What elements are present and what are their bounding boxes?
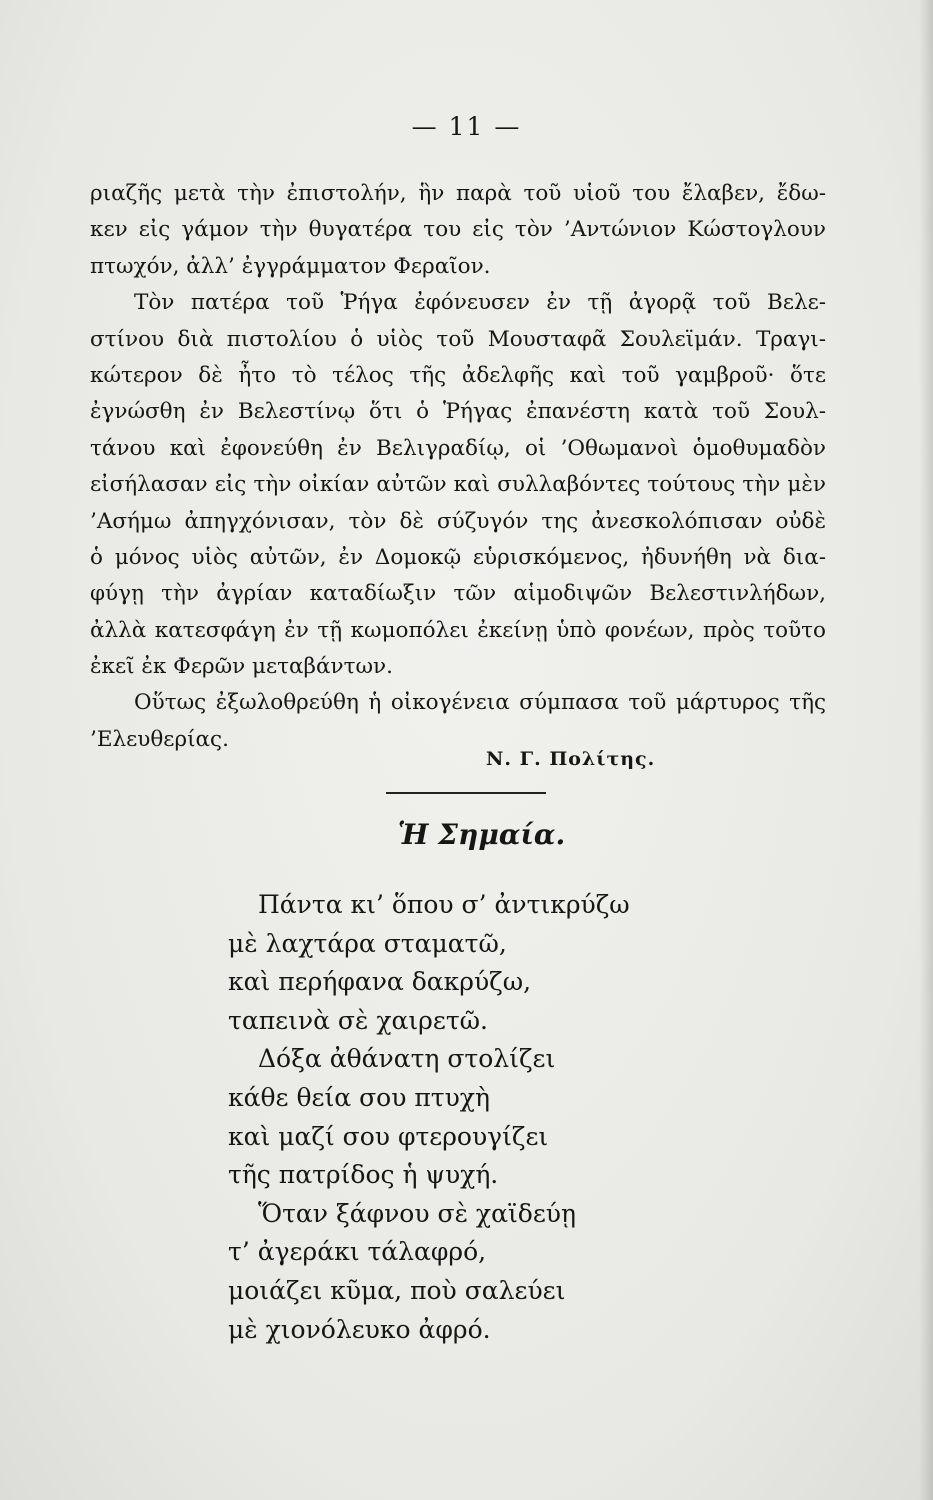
poem-verse: Ὅταν ξάφνου σὲ χαϊδεύῃ <box>258 1198 576 1228</box>
poem-title: Ἡ Σημαία. <box>397 818 566 851</box>
poem-verse: καὶ περήφανα δακρύζω, <box>228 967 532 997</box>
prose-line: εἰσήλασαν εἰς τὴν οἰκίαν αὐτῶν καὶ συλλαβόντες τούτους τὴν μὲν <box>90 472 826 498</box>
poem-verse: μοιάζει κῦμα, ποὺ σαλεύει <box>228 1275 566 1305</box>
author-signature: Ν. Γ. Πολίτης. <box>486 748 656 770</box>
section-divider <box>386 792 546 794</box>
poem-verse: κάθε θεία σου πτυχὴ <box>228 1082 490 1112</box>
prose-line: ’Ελευθερίας. <box>90 726 229 752</box>
poem-verse: καὶ μαζί σου φτερουγίζει <box>228 1121 549 1151</box>
poem <box>228 886 630 1349</box>
prose-line: Οὕτως ἐξωλοθρεύθη ἡ οἰκογένεια σύμπασα τοῦ μάρτυρος τῆς <box>134 690 826 716</box>
poem-verse: Δόξα ἀθάνατη στολίζει <box>258 1044 556 1074</box>
prose-line: ἀλλὰ κατεσφάγη ἐν τῇ κωμοπόλει ἐκείνῃ ὑπὸ φονέων, πρὸς τοῦτο <box>90 617 826 643</box>
prose-line: Τὸν πατέρα τοῦ Ῥήγα ἐφόνευσεν ἐν τῇ ἀγορᾷ τοῦ Βελε- <box>134 290 826 316</box>
poem-verse: ταπεινὰ σὲ χαιρετῶ. <box>228 1005 488 1035</box>
prose-line: ἐγνώσθη ἐν Βελεστίνῳ ὅτι ὁ Ῥήγας ἐπανέστη κατὰ τοῦ Σουλ- <box>90 399 826 425</box>
prose-line: ἐκεῖ ἐκ Φερῶν μεταβάντων. <box>90 654 393 680</box>
poem-verse: μὲ χιονόλευκο ἀφρό. <box>228 1314 491 1344</box>
poem-verse: μὲ λαχτάρα σταματῶ, <box>228 928 507 958</box>
poem-verse: τῆς πατρίδος ἡ ψυχή. <box>228 1160 499 1190</box>
prose-line: ριαζῆς μετὰ τὴν ἐπιστολήν, ἣν παρὰ τοῦ υἱοῦ του ἔλαβεν, ἔδω- <box>90 181 826 206</box>
page-edge-shadow <box>919 0 933 1500</box>
prose-line: τάνου καὶ ἐφονεύθη ἐν Βελιγραδίῳ, οἱ ’Οθωμανοὶ ὁμοθυμαδὸν <box>90 435 826 461</box>
prose-line: φύγῃ τὴν ἀγρίαν καταδίωξιν τῶν αἱμοδιψῶν Βελεστινλήδων, <box>90 581 826 607</box>
prose-line: κεν εἰς γάμον τὴν θυγατέρα του εἰς τὸν ’Αντώνιον Κώστογλουν <box>90 217 826 243</box>
prose-line: στίνου διὰ πιστολίου ὁ υἱὸς τοῦ Μουσταφᾶ Σουλεϊμάν. Τραγι- <box>90 326 826 352</box>
prose-text <box>90 176 826 758</box>
prose-line: ὁ μόνος υἱὸς αὐτῶν, ἐν Δομοκῷ εὑρισκόμενος, ἠδυνήθη νὰ δια- <box>90 544 826 570</box>
prose-line: κώτερον δὲ ἦτο τὸ τέλος τῆς ἀδελφῆς καὶ τοῦ γαμβροῦ· ὅτε <box>90 362 826 388</box>
poem-verse: τ’ ἀγεράκι τάλαφρό, <box>228 1237 487 1267</box>
prose-line: πτωχόν, ἀλλ’ ἐγγράμματον Φεραῖον. <box>90 253 491 279</box>
poem-verse: Πάντα κι’ ὅπου σ’ ἀντικρύζω <box>258 890 630 919</box>
page-number: — 11 — <box>411 112 522 141</box>
prose-line: ’Ασήμω ἀπηγχόνισαν, τὸν δὲ σύζυγόν της ἀνεσκολόπισαν οὐδὲ <box>90 508 826 534</box>
